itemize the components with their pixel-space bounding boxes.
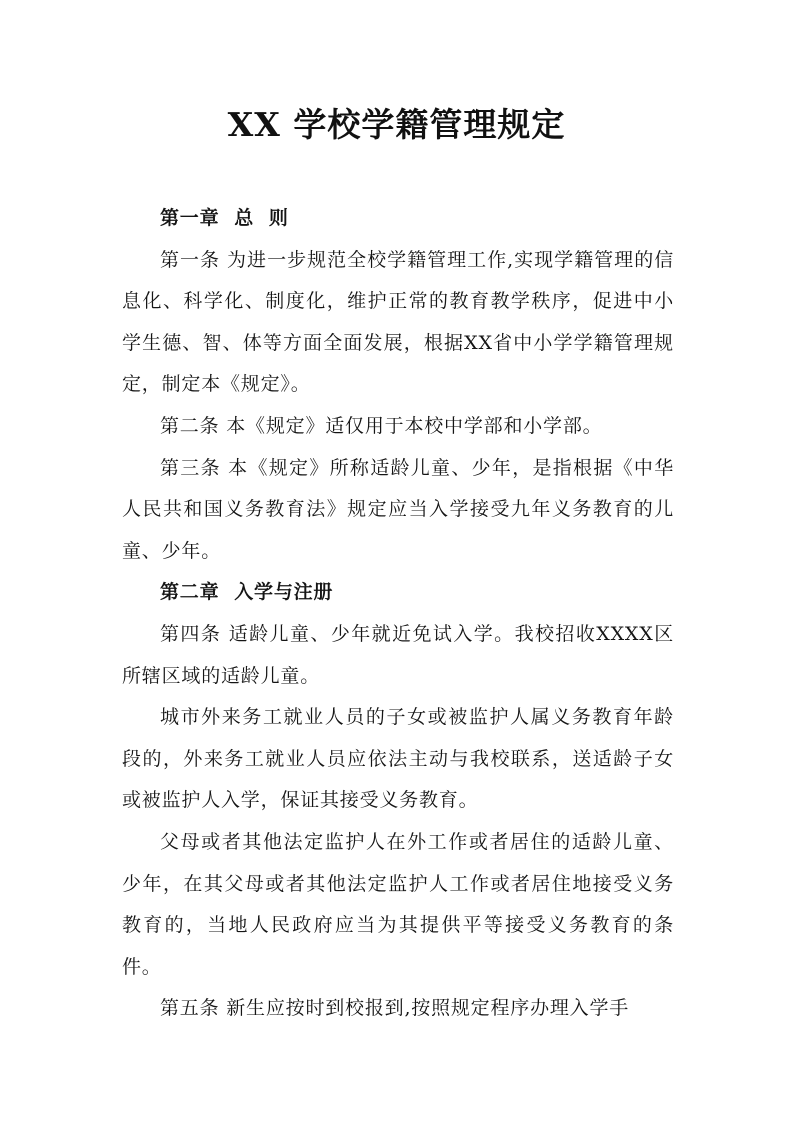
chapter-heading-1: 第一章 总 则 bbox=[160, 207, 289, 229]
article-2: 第二条 本《规定》适仅用于本校中学部和小学部。 bbox=[160, 414, 603, 437]
article-4-paragraph-3: 父母或者其他法定监护人在外工作或者居住的适龄儿童、少年，在其父母或者其他法定监护人工作或者居住地接受义务教育的，当地人民政府应当为其提供平等接受义务教育的条件。 bbox=[122, 830, 674, 978]
document-title: XX 学校学籍管理规定 bbox=[227, 105, 566, 144]
article-1: 第一条 为进一步规范全校学籍管理工作,实现学籍管理的信息化、科学化、制度化，维护正常的教育教学秩序，促进中小学生德、智、体等方面全面发展，根据XX省中小学学籍管理规定，制定本《规定》。 bbox=[122, 248, 674, 396]
chapter-heading-2: 第二章 入学与注册 bbox=[160, 581, 334, 604]
article-5: 第五条 新生应按时到校报到,按照规定程序办理入学手 bbox=[160, 997, 630, 1020]
document-body bbox=[122, 198, 674, 1030]
article-4-paragraph-2: 城市外来务工就业人员的子女或被监护人属义务教育年龄段的，外来务工就业人员应依法主动与我校联系，送适龄子女或被监护人入学，保证其接受义务教育。 bbox=[122, 706, 674, 812]
article-4: 第四条 适龄儿童、少年就近免试入学。我校招收XXXX区所辖区域的适龄儿童。 bbox=[122, 622, 674, 687]
article-3: 第三条 本《规定》所称适龄儿童、少年，是指根据《中华人民共和国义务教育法》规定应当入学接受九年义务教育的儿童、少年。 bbox=[122, 456, 674, 562]
